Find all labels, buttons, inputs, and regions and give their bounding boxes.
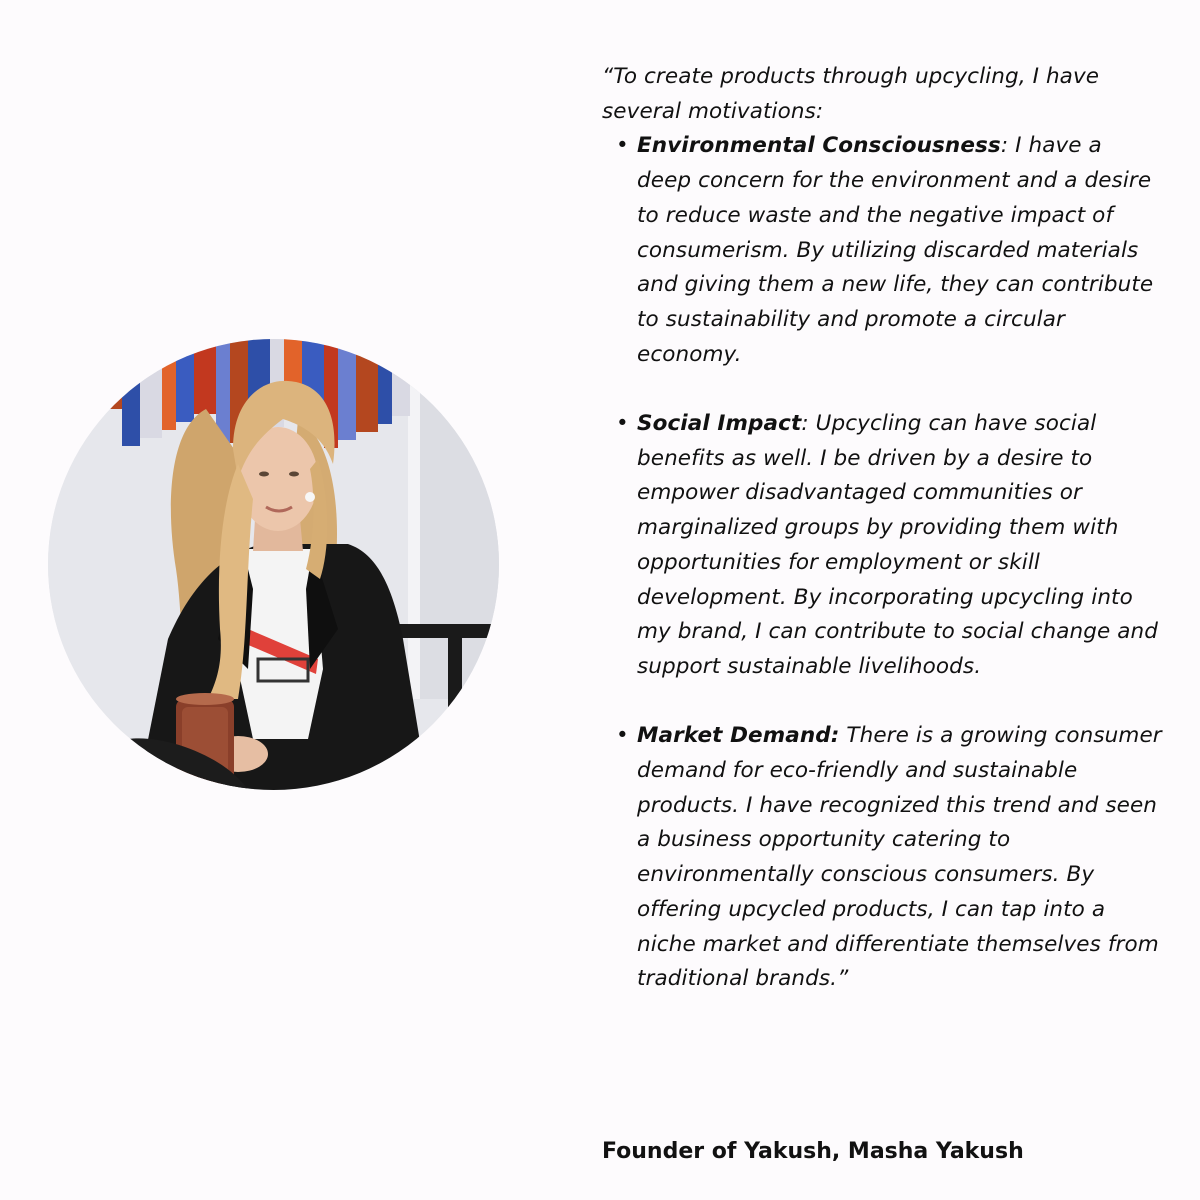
item-separator: :: [801, 411, 816, 437]
list-item: [602, 719, 1162, 997]
quote-attribution: Founder of Yakush, Masha Yakush: [602, 1139, 1024, 1164]
bullet-icon: •: [616, 133, 629, 159]
tapestry-strand: [356, 339, 378, 432]
item-heading: Market Demand:: [637, 723, 840, 749]
tapestry-strand: [140, 339, 162, 438]
bullet-icon: •: [616, 411, 629, 437]
tapestry-strand: [122, 339, 140, 446]
motivation-list: [602, 129, 1162, 997]
tapestry-strand: [176, 339, 194, 422]
item-heading: Social Impact: [637, 411, 802, 437]
item-text: Upcycling can have social benefits as well. I be driven by a desire to empower disadvantaged communities or marginalized groups by providing them with opportunities for employment or skill development. By incorporating upcycling into my brand, I can contribute to social change and support sustainable livelihoods.: [637, 411, 1159, 679]
item-separator: :: [1000, 133, 1016, 159]
founder-portrait: [48, 339, 499, 790]
tapestry-strand: [392, 339, 410, 416]
testimonial-quote: [602, 60, 1162, 997]
portrait-illustration: [48, 339, 499, 790]
list-item: [602, 407, 1162, 685]
bullet-icon: •: [616, 723, 629, 749]
tapestry-strand: [162, 339, 176, 430]
item-text: There is a growing consumer demand for eco-friendly and sustainable products. I have recognized this trend and seen a business opportunity catering to environmentally conscious consumers. By offering upcycled products, I can tap into a niche market and differentiate themselves from traditional brands.”: [637, 723, 1162, 992]
tapestry-strand: [108, 339, 122, 409]
item-text: I have a deep concern for the environment and a desire to reduce waste and the negative impact of consumerism. By utilizing discarded materials and giving them a new life, they can contribute to sustainability and promote a circular economy.: [637, 133, 1154, 367]
quote-intro: “To create products through upcycling, I have several motivations:: [602, 64, 1100, 124]
item-heading: Environmental Consciousness: [637, 133, 1001, 159]
tapestry-strand: [378, 339, 392, 424]
tapestry-strand: [194, 339, 216, 414]
tapestry-strand: [338, 339, 356, 440]
list-item: [602, 129, 1162, 372]
